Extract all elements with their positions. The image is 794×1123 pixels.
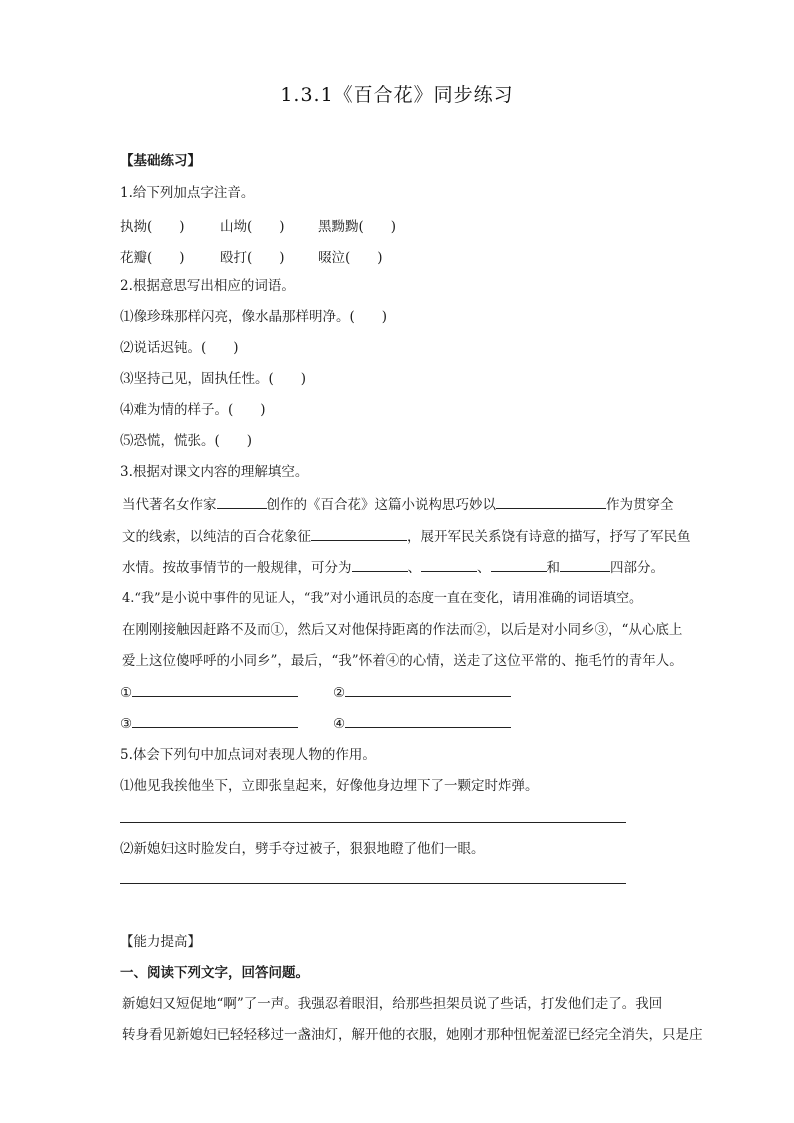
q1-stem: 1.给下列加点字注音。 xyxy=(120,185,255,201)
q4-answer-2 xyxy=(333,683,511,701)
q4-answer-4 xyxy=(333,714,511,732)
q1-item: 执拗( ) xyxy=(120,219,185,235)
q2-item: ⑴像珍珠那样闪亮，像水晶那样明净。( ) xyxy=(120,309,388,325)
q4-marker: ④ xyxy=(333,716,346,732)
answer-blank[interactable] xyxy=(491,558,547,572)
q5-sentence-1: ⑴他见我挨他坐下，立即张皇起来，好像他身边埋下了一颗定时炸弹。 xyxy=(120,778,539,794)
reading-heading: 一、阅读下列文字，回答问题。 xyxy=(120,965,309,981)
q3-text: 创作的《百合花》这篇小说构思巧妙以 xyxy=(266,497,496,513)
answer-blank[interactable] xyxy=(496,495,606,509)
q3-stem: 3.根据对课文内容的理解填空。 xyxy=(120,464,309,480)
reading-paragraph-line: 转身看见新媳妇已轻轻移过一盏油灯，解开他的衣服，她刚才那种忸怩羞涩已经完全消失，只是庄 xyxy=(122,1027,703,1043)
q3-text: 、 xyxy=(407,560,421,576)
answer-line[interactable] xyxy=(120,883,626,884)
answer-line[interactable] xyxy=(120,822,626,823)
q3-text: 四部分。 xyxy=(610,560,664,576)
q1-item: 黑黝黝( ) xyxy=(318,219,397,235)
q4-answer-1 xyxy=(120,683,298,701)
q3-text: 和 xyxy=(546,560,560,576)
q2-item: ⑸恐慌，慌张。( ) xyxy=(120,433,253,449)
q1-item: 花瓣( ) xyxy=(120,250,185,266)
answer-blank[interactable] xyxy=(560,558,610,572)
q3-text: ，展开军民关系饶有诗意的描写，抒写了军民鱼 xyxy=(407,529,691,545)
q2-stem: 2.根据意思写出相应的词语。 xyxy=(120,278,295,294)
q3-line-3 xyxy=(122,558,664,577)
q4-passage-line: 在刚刚接触因赶路不及而①，然后又对他保持距离的作法而②，以后是对小同乡③，“从心底上 xyxy=(122,622,683,638)
answer-blank[interactable] xyxy=(132,683,298,697)
q4-answer-3 xyxy=(120,714,298,732)
q2-item: ⑵说话迟钝。( ) xyxy=(120,340,239,356)
q1-item: 山坳( ) xyxy=(220,219,285,235)
q5-sentence-2: ⑵新媳妇这时脸发白，劈手夺过被子，狠狠地瞪了他们一眼。 xyxy=(120,841,485,857)
q3-line-2 xyxy=(122,527,691,546)
answer-blank[interactable] xyxy=(421,558,477,572)
q4-passage-line: 爱上这位傻呼呼的小同乡”，最后，“我”怀着④的心情，送走了这位平常的、拖毛竹的青年人。 xyxy=(122,653,683,669)
q2-item: ⑶坚持己见，固执任性。( ) xyxy=(120,371,307,387)
section-advanced-heading: 【能力提高】 xyxy=(120,934,201,950)
q3-text: 作为贯穿全 xyxy=(606,497,674,513)
q3-text: 水情。按故事情节的一般规律，可分为 xyxy=(122,560,352,576)
answer-blank[interactable] xyxy=(352,558,408,572)
q4-marker: ① xyxy=(120,685,133,701)
q3-text: 、 xyxy=(477,560,491,576)
answer-blank[interactable] xyxy=(217,495,267,509)
answer-blank[interactable] xyxy=(345,683,511,697)
answer-blank[interactable] xyxy=(311,527,407,541)
q4-marker: ② xyxy=(333,685,346,701)
q5-stem: 5.体会下列句中加点词对表现人物的作用。 xyxy=(120,747,376,763)
q2-item: ⑷难为情的样子。( ) xyxy=(120,402,266,418)
answer-blank[interactable] xyxy=(345,714,511,728)
page-title: 1.3.1《百合花》同步练习 xyxy=(280,84,514,106)
section-basic-heading: 【基础练习】 xyxy=(120,153,201,169)
q4-stem: 4.“我”是小说中事件的见证人，“我”对小通讯员的态度一直在变化，请用准确的词语填空。 xyxy=(122,591,642,606)
q1-item: 啜泣( ) xyxy=(318,250,383,266)
answer-blank[interactable] xyxy=(132,714,298,728)
q4-marker: ③ xyxy=(120,716,133,732)
reading-paragraph-line: 新媳妇又短促地“啊”了一声。我强忍着眼泪，给那些担架员说了些话，打发他们走了。我回 xyxy=(122,996,663,1012)
q3-text: 文的线索，以纯洁的百合花象征 xyxy=(122,529,311,545)
q3-line-1 xyxy=(122,495,674,514)
q3-text: 当代著名女作家 xyxy=(122,497,217,513)
q1-item: 殴打( ) xyxy=(220,250,285,266)
